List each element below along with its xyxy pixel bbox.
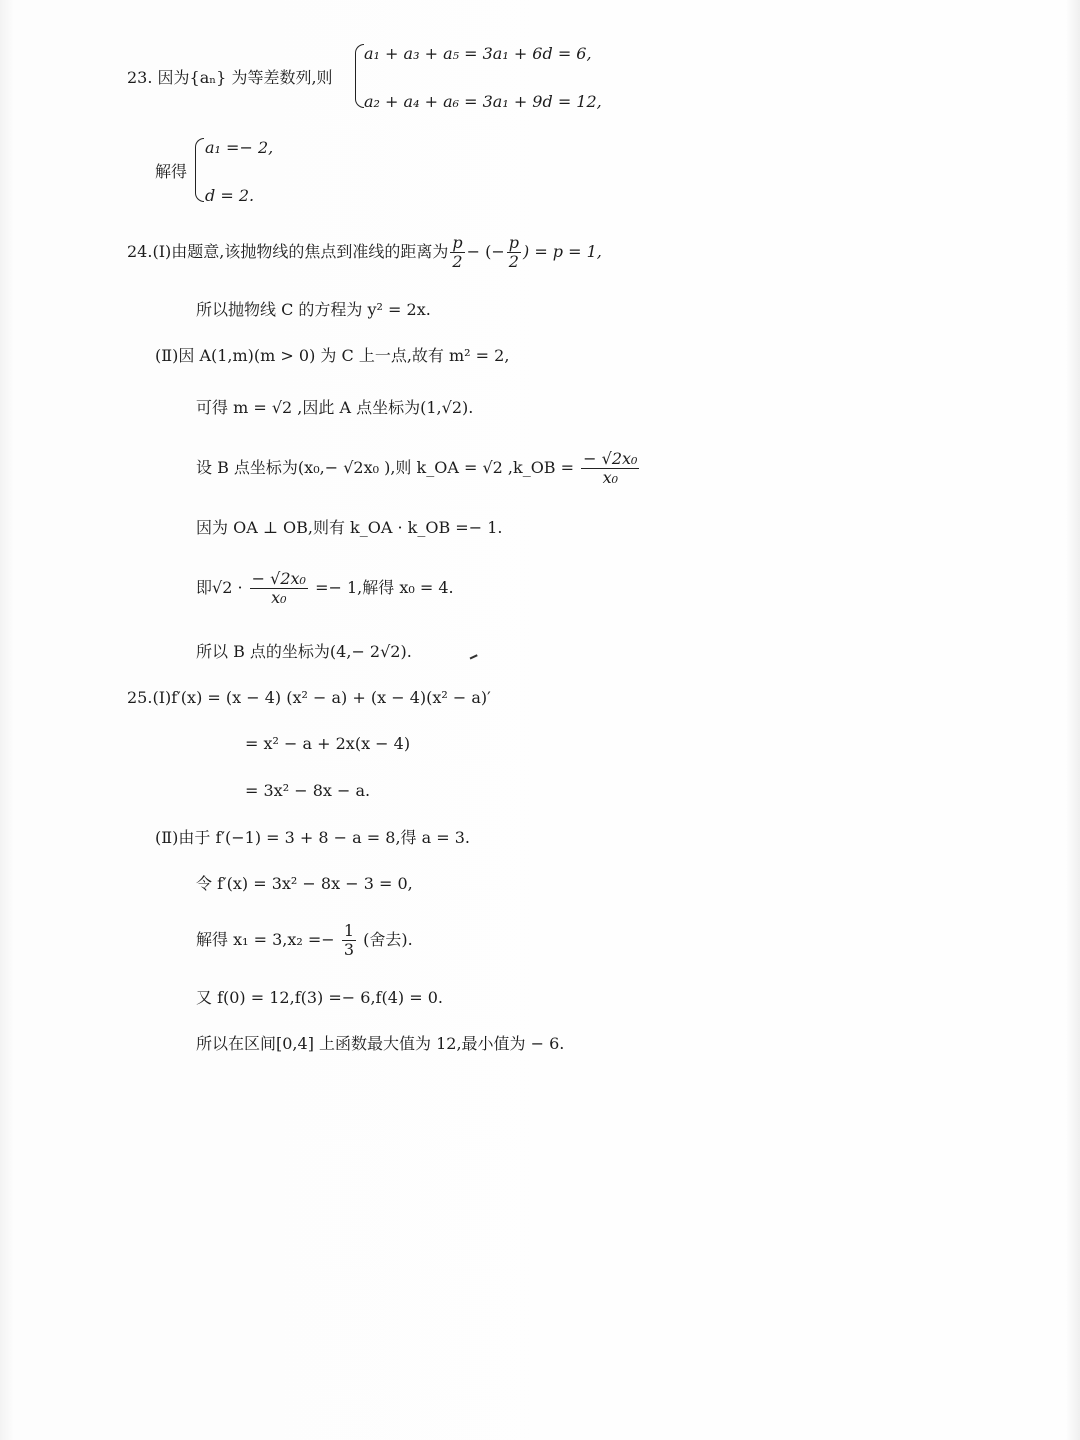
q23-heading: 23. 因为{aₙ} 为等差数列,则 [127, 68, 333, 87]
fraction-p-over-2: $\frac{p}{2}$ [452, 233, 463, 271]
q24-line-1-text: 24.(Ⅰ)由题意,该抛物线的焦点到准线的距离为 [127, 242, 449, 261]
q25-line-5: 令 f′(x) = 3x² − 8x − 3 = 0, [196, 874, 413, 893]
q25-line-3: = 3x² − 8x − a. [245, 781, 371, 800]
q23-system-brace [355, 44, 364, 108]
q25-line-8: 所以在区间[0,4] 上函数最大值为 12,最小值为 − 6. [196, 1034, 565, 1053]
q24-line-8: 所以 B 点的坐标为(4,− 2√2). [196, 642, 412, 661]
q24-line-7: 即√2 · $\frac{\text{− √2x₀}}{\text{x₀}}$ =− 1,解得 x₀ = 4. [196, 569, 454, 607]
q24-line-5 [196, 448, 641, 488]
q25-line-4: (Ⅱ)由于 f′(−1) = 3 + 8 − a = 8,得 a = 3. [155, 828, 471, 847]
q23-solution-2: d = 2. [205, 186, 255, 205]
q23-solution-brace [195, 138, 204, 202]
q25-line-7: 又 f(0) = 12,f(3) =− 6,f(4) = 0. [196, 988, 443, 1007]
fraction-kob: $\frac{\text{− √2x₀}}{\text{x₀}}$ [583, 449, 638, 487]
q25-line-1: 25.(Ⅰ)f′(x) = (x − 4) (x² − a) + (x − 4)(x² − a)′ [127, 688, 491, 707]
q23-solve-label: 解得 [155, 162, 188, 181]
q24-line-5-text: 设 B 点坐标为(x₀,− √2x₀ ),则 k_OA = √2 ,k_OB = [196, 458, 575, 477]
q24-line-3: (Ⅱ)因 A(1,m)(m > 0) 为 C 上一点,故有 m² = 2, [155, 346, 510, 365]
q24-line-7-text: 即√2 · [196, 578, 243, 597]
q25-line-6-text: 解得 x₁ = 3,x₂ =− [196, 930, 335, 949]
fraction-one-third: $\frac{1}{3}$ [343, 921, 354, 959]
q23-equation-1: a₁ + a₃ + a₅ = 3a₁ + 6d = 6, [364, 44, 592, 63]
q24-line-6: 因为 OA ⊥ OB,则有 k_OA · k_OB =− 1. [196, 518, 503, 537]
q24-line-2: 所以抛物线 C 的方程为 y² = 2x. [196, 300, 431, 319]
fraction-p-over-2-neg: $\frac{p}{2}$ [508, 233, 519, 271]
pen-mark [468, 652, 477, 660]
q24-line-4: 可得 m = √2 ,因此 A 点坐标为(1,√2). [196, 398, 474, 417]
q24-line-1: 24.(Ⅰ)由题意,该抛物线的焦点到准线的距离为 $\frac{p}{2}$ − (− $\frac{p}{2}$ ) = p = 1, [127, 233, 602, 271]
q25-line-2: = x² − a + 2x(x − 4) [245, 734, 411, 753]
q23-equation-2: a₂ + a₄ + a₆ = 3a₁ + 9d = 12, [364, 92, 602, 111]
q23-solution-1: a₁ =− 2, [205, 138, 274, 157]
fraction-x0: $\frac{\text{− √2x₀}}{\text{x₀}}$ [251, 569, 306, 607]
q25-line-6: 解得 x₁ = 3,x₂ =− $\frac{1}{3}$ (舍去). [196, 921, 413, 959]
